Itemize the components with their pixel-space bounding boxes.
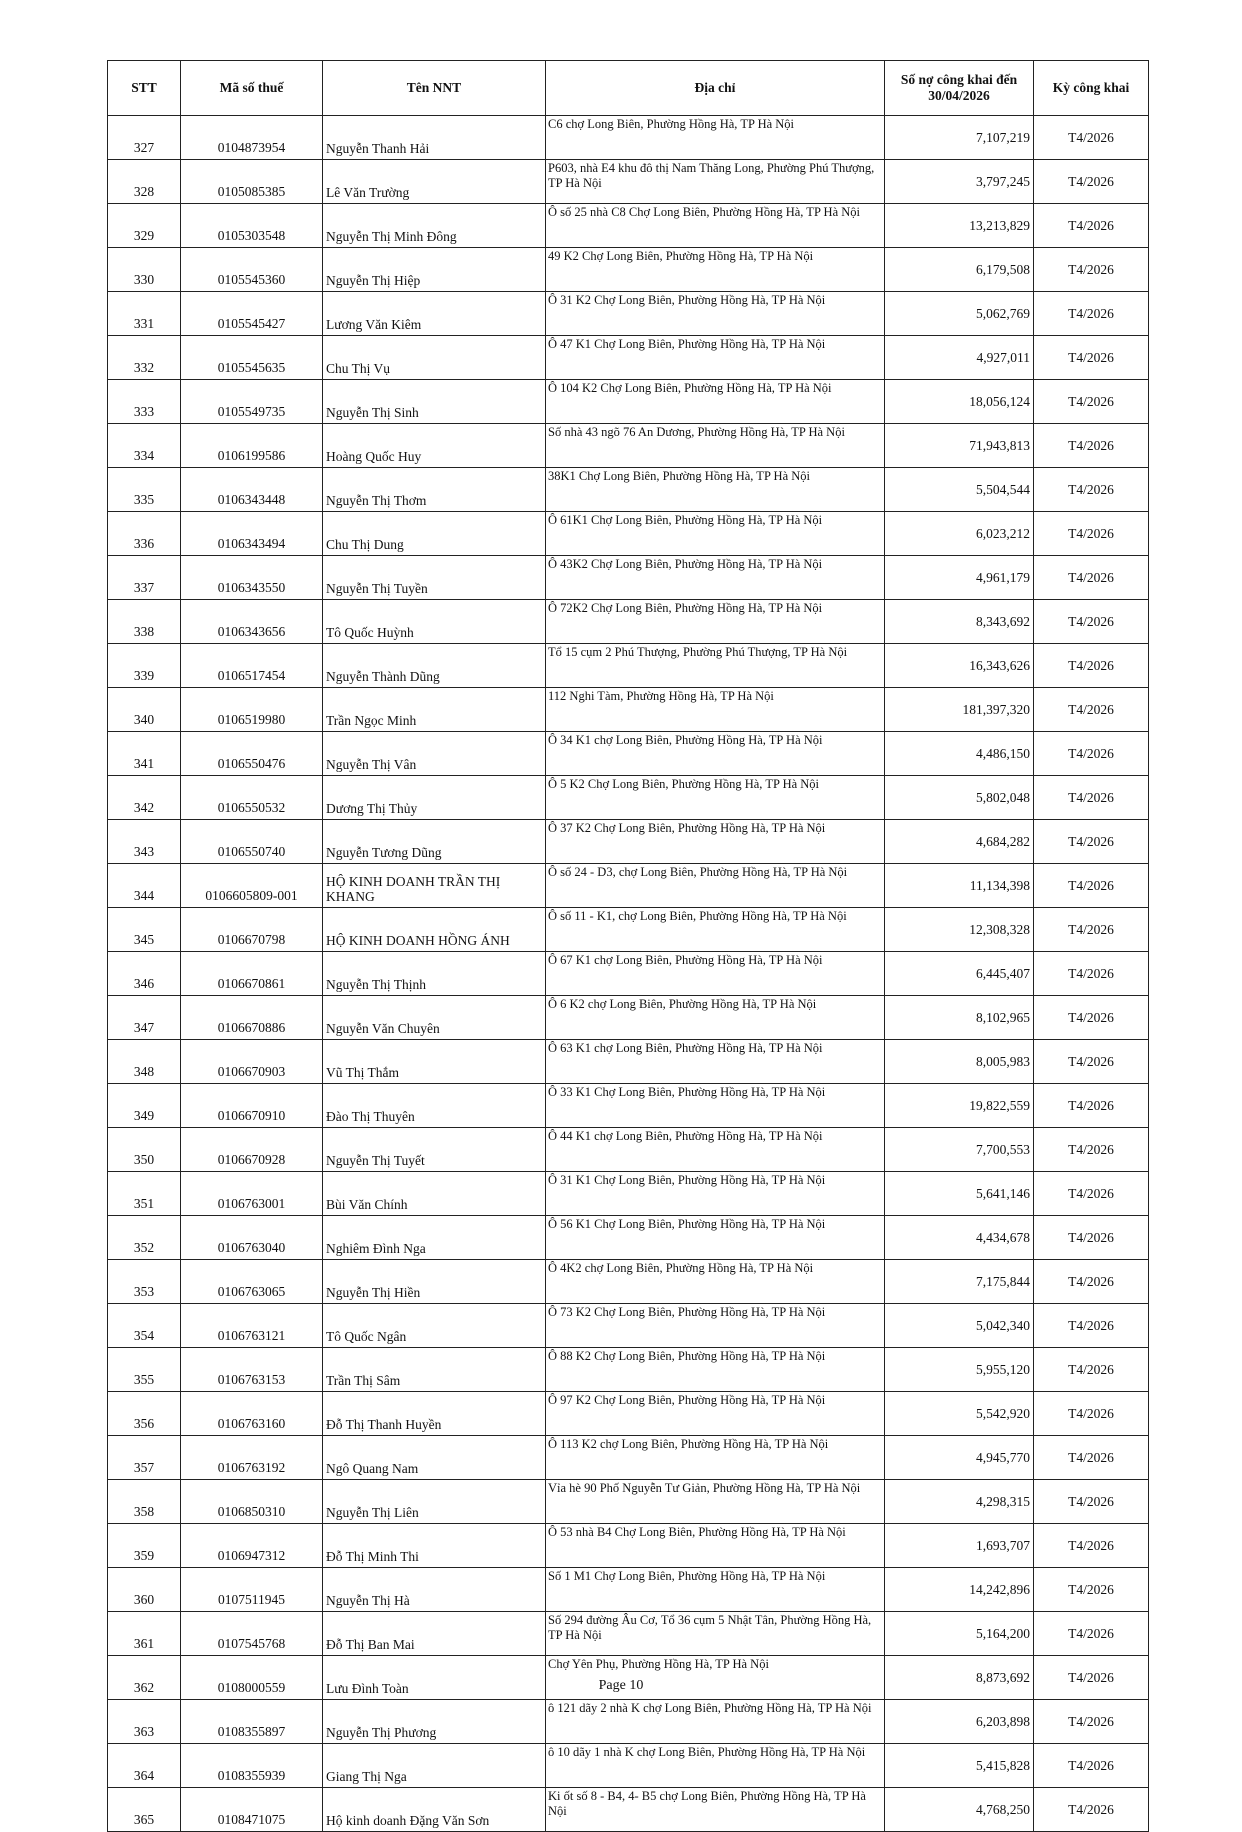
- cell-address: Ô 113 K2 chợ Long Biên, Phường Hồng Hà, TP Hà Nội: [546, 1436, 885, 1480]
- cell-name: Lưu Đình Toàn: [323, 1656, 546, 1700]
- table-row: [108, 1040, 1149, 1084]
- cell-period: T4/2026: [1034, 1744, 1149, 1788]
- cell-period: T4/2026: [1034, 1392, 1149, 1436]
- cell-name: Hộ kinh doanh Đặng Văn Sơn: [323, 1788, 546, 1832]
- cell-tax-id: 0107545768: [181, 1612, 323, 1656]
- cell-period: T4/2026: [1034, 864, 1149, 908]
- cell-tax-id: 0106343656: [181, 600, 323, 644]
- cell-stt: 343: [108, 820, 181, 864]
- cell-period: T4/2026: [1034, 248, 1149, 292]
- cell-stt: 355: [108, 1348, 181, 1392]
- cell-tax-id: 0106670903: [181, 1040, 323, 1084]
- cell-stt: 331: [108, 292, 181, 336]
- cell-address: ô 121 dãy 2 nhà K chợ Long Biên, Phường Hồng Hà, TP Hà Nội: [546, 1700, 885, 1744]
- cell-address: Ô 44 K1 chợ Long Biên, Phường Hồng Hà, TP Hà Nội: [546, 1128, 885, 1172]
- cell-amount: 8,343,692: [885, 600, 1034, 644]
- table-row: [108, 732, 1149, 776]
- cell-name: Nguyễn Thành Dũng: [323, 644, 546, 688]
- cell-amount: 5,802,048: [885, 776, 1034, 820]
- table-row: [108, 1524, 1149, 1568]
- cell-amount: 4,434,678: [885, 1216, 1034, 1260]
- table-row: [108, 1348, 1149, 1392]
- cell-amount: 5,542,920: [885, 1392, 1034, 1436]
- cell-period: T4/2026: [1034, 1480, 1149, 1524]
- table-row: [108, 1260, 1149, 1304]
- cell-name: Vũ Thị Thắm: [323, 1040, 546, 1084]
- cell-name: Nguyễn Thị Vân: [323, 732, 546, 776]
- cell-period: T4/2026: [1034, 512, 1149, 556]
- cell-name: Đỗ Thị Ban Mai: [323, 1612, 546, 1656]
- cell-tax-id: 0108000559: [181, 1656, 323, 1700]
- table-row: [108, 1084, 1149, 1128]
- header-stt: STT: [108, 61, 181, 116]
- cell-stt: 334: [108, 424, 181, 468]
- cell-name: Đào Thị Thuyên: [323, 1084, 546, 1128]
- table-row: [108, 1216, 1149, 1260]
- cell-address: Chợ Yên Phụ, Phường Hồng Hà, TP Hà Nội: [546, 1656, 885, 1700]
- cell-period: T4/2026: [1034, 1788, 1149, 1832]
- cell-name: HỘ KINH DOANH TRẦN THỊ KHANG: [323, 864, 546, 908]
- cell-name: Tô Quốc Ngân: [323, 1304, 546, 1348]
- cell-period: T4/2026: [1034, 1040, 1149, 1084]
- cell-name: Nguyễn Thị Hiệp: [323, 248, 546, 292]
- cell-stt: 360: [108, 1568, 181, 1612]
- cell-address: Tổ 15 cụm 2 Phú Thượng, Phường Phú Thượng, TP Hà Nội: [546, 644, 885, 688]
- cell-name: Nguyễn Thanh Hải: [323, 116, 546, 160]
- cell-tax-id: 0106550740: [181, 820, 323, 864]
- cell-period: T4/2026: [1034, 732, 1149, 776]
- cell-amount: 181,397,320: [885, 688, 1034, 732]
- table-row: [108, 864, 1149, 908]
- cell-stt: 344: [108, 864, 181, 908]
- cell-amount: 1,693,707: [885, 1524, 1034, 1568]
- cell-amount: 4,927,011: [885, 336, 1034, 380]
- table-row: [108, 248, 1149, 292]
- cell-stt: 348: [108, 1040, 181, 1084]
- table-row: [108, 1436, 1149, 1480]
- cell-amount: 5,164,200: [885, 1612, 1034, 1656]
- header-name: Tên NNT: [323, 61, 546, 116]
- cell-stt: 339: [108, 644, 181, 688]
- cell-amount: 8,102,965: [885, 996, 1034, 1040]
- cell-amount: 4,486,150: [885, 732, 1034, 776]
- cell-name: Nguyễn Văn Chuyên: [323, 996, 546, 1040]
- cell-amount: 5,641,146: [885, 1172, 1034, 1216]
- cell-stt: 358: [108, 1480, 181, 1524]
- cell-tax-id: 0105545360: [181, 248, 323, 292]
- cell-stt: 351: [108, 1172, 181, 1216]
- cell-amount: 71,943,813: [885, 424, 1034, 468]
- cell-name: Nguyễn Tương Dũng: [323, 820, 546, 864]
- cell-amount: 16,343,626: [885, 644, 1034, 688]
- cell-tax-id: 0106763065: [181, 1260, 323, 1304]
- cell-address: Số 1 M1 Chợ Long Biên, Phường Hồng Hà, TP Hà Nội: [546, 1568, 885, 1612]
- cell-name: Nguyễn Thị Hiền: [323, 1260, 546, 1304]
- cell-stt: 346: [108, 952, 181, 996]
- table-row: [108, 1700, 1149, 1744]
- cell-name: Nguyễn Thị Tuyền: [323, 556, 546, 600]
- cell-address: Ô 6 K2 chợ Long Biên, Phường Hồng Hà, TP Hà Nội: [546, 996, 885, 1040]
- table-row: [108, 160, 1149, 204]
- cell-tax-id: 0108355939: [181, 1744, 323, 1788]
- table-row: [108, 952, 1149, 996]
- cell-amount: 12,308,328: [885, 908, 1034, 952]
- table-row: [108, 820, 1149, 864]
- cell-name: Lương Văn Kiêm: [323, 292, 546, 336]
- cell-address: P603, nhà E4 khu đô thị Nam Thăng Long, Phường Phú Thượng, TP Hà Nội: [546, 160, 885, 204]
- cell-period: T4/2026: [1034, 556, 1149, 600]
- page-number: Page 10: [598, 1678, 644, 1693]
- cell-period: T4/2026: [1034, 1172, 1149, 1216]
- cell-period: T4/2026: [1034, 776, 1149, 820]
- cell-address: Ô 97 K2 Chợ Long Biên, Phường Hồng Hà, TP Hà Nội: [546, 1392, 885, 1436]
- cell-tax-id: 0106670798: [181, 908, 323, 952]
- cell-period: T4/2026: [1034, 996, 1149, 1040]
- cell-tax-id: 0104873954: [181, 116, 323, 160]
- cell-period: T4/2026: [1034, 336, 1149, 380]
- cell-name: Hoàng Quốc Huy: [323, 424, 546, 468]
- table-row: [108, 292, 1149, 336]
- cell-period: T4/2026: [1034, 1304, 1149, 1348]
- table-row: [108, 1612, 1149, 1656]
- debt-table-container: [107, 60, 1148, 1832]
- cell-name: Nguyễn Thị Sinh: [323, 380, 546, 424]
- table-row: [108, 1128, 1149, 1172]
- cell-tax-id: 0106763160: [181, 1392, 323, 1436]
- cell-tax-id: 0106763121: [181, 1304, 323, 1348]
- cell-stt: 330: [108, 248, 181, 292]
- table-row: [108, 1304, 1149, 1348]
- cell-amount: 4,298,315: [885, 1480, 1034, 1524]
- cell-amount: 5,415,828: [885, 1744, 1034, 1788]
- cell-tax-id: 0105545427: [181, 292, 323, 336]
- table-row: [108, 556, 1149, 600]
- cell-tax-id: 0106343448: [181, 468, 323, 512]
- cell-address: Ô 104 K2 Chợ Long Biên, Phường Hồng Hà, TP Hà Nội: [546, 380, 885, 424]
- cell-amount: 8,873,692: [885, 1656, 1034, 1700]
- cell-name: Nguyễn Thị Phương: [323, 1700, 546, 1744]
- cell-address: Vỉa hè 90 Phố Nguyễn Tư Giản, Phường Hồng Hà, TP Hà Nội: [546, 1480, 885, 1524]
- cell-amount: 18,056,124: [885, 380, 1034, 424]
- cell-tax-id: 0105545635: [181, 336, 323, 380]
- cell-address: Ô 56 K1 Chợ Long Biên, Phường Hồng Hà, TP Hà Nội: [546, 1216, 885, 1260]
- cell-amount: 14,242,896: [885, 1568, 1034, 1612]
- cell-tax-id: 0106550476: [181, 732, 323, 776]
- cell-tax-id: 0106343494: [181, 512, 323, 556]
- cell-address: Ô 73 K2 Chợ Long Biên, Phường Hồng Hà, TP Hà Nội: [546, 1304, 885, 1348]
- cell-name: Trần Thị Sâm: [323, 1348, 546, 1392]
- table-row: [108, 336, 1149, 380]
- header-period: Kỳ công khai: [1034, 61, 1149, 116]
- table-row: [108, 688, 1149, 732]
- cell-stt: 365: [108, 1788, 181, 1832]
- cell-address: Ô 88 K2 Chợ Long Biên, Phường Hồng Hà, TP Hà Nội: [546, 1348, 885, 1392]
- cell-amount: 7,175,844: [885, 1260, 1034, 1304]
- cell-period: T4/2026: [1034, 160, 1149, 204]
- table-row: [108, 600, 1149, 644]
- table-header-row: [108, 61, 1149, 116]
- cell-tax-id: 0106763001: [181, 1172, 323, 1216]
- cell-amount: 5,042,340: [885, 1304, 1034, 1348]
- cell-tax-id: 0105303548: [181, 204, 323, 248]
- table-row: [108, 1788, 1149, 1832]
- debt-table: [107, 60, 1149, 1832]
- cell-amount: 19,822,559: [885, 1084, 1034, 1128]
- cell-stt: 364: [108, 1744, 181, 1788]
- cell-amount: 6,023,212: [885, 512, 1034, 556]
- cell-stt: 350: [108, 1128, 181, 1172]
- cell-period: T4/2026: [1034, 424, 1149, 468]
- cell-stt: 333: [108, 380, 181, 424]
- cell-address: ô 10 dãy 1 nhà K chợ Long Biên, Phường Hồng Hà, TP Hà Nội: [546, 1744, 885, 1788]
- cell-stt: 359: [108, 1524, 181, 1568]
- cell-amount: 4,684,282: [885, 820, 1034, 864]
- cell-address: Ô 61K1 Chợ Long Biên, Phường Hồng Hà, TP Hà Nội: [546, 512, 885, 556]
- cell-name: Đỗ Thị Minh Thi: [323, 1524, 546, 1568]
- cell-name: Chu Thị Dung: [323, 512, 546, 556]
- cell-tax-id: 0106670928: [181, 1128, 323, 1172]
- table-row: [108, 996, 1149, 1040]
- cell-period: T4/2026: [1034, 1524, 1149, 1568]
- table-row: [108, 644, 1149, 688]
- cell-stt: 342: [108, 776, 181, 820]
- cell-stt: 338: [108, 600, 181, 644]
- cell-name: Tô Quốc Huỳnh: [323, 600, 546, 644]
- cell-address: C6 chợ Long Biên, Phường Hồng Hà, TP Hà Nội: [546, 116, 885, 160]
- cell-tax-id: 0108355897: [181, 1700, 323, 1744]
- cell-period: T4/2026: [1034, 1656, 1149, 1700]
- table-row: [108, 380, 1149, 424]
- cell-address: Ô 31 K2 Chợ Long Biên, Phường Hồng Hà, TP Hà Nội: [546, 292, 885, 336]
- cell-name: Giang Thị Nga: [323, 1744, 546, 1788]
- cell-address: 49 K2 Chợ Long Biên, Phường Hồng Hà, TP Hà Nội: [546, 248, 885, 292]
- cell-name: Ngô Quang Nam: [323, 1436, 546, 1480]
- cell-tax-id: 0106670861: [181, 952, 323, 996]
- cell-name: Chu Thị Vụ: [323, 336, 546, 380]
- cell-period: T4/2026: [1034, 468, 1149, 512]
- cell-period: T4/2026: [1034, 292, 1149, 336]
- cell-amount: 13,213,829: [885, 204, 1034, 248]
- cell-stt: 347: [108, 996, 181, 1040]
- cell-address: Ô 47 K1 Chợ Long Biên, Phường Hồng Hà, TP Hà Nội: [546, 336, 885, 380]
- cell-address: Ki ốt số 8 - B4, 4- B5 chợ Long Biên, Phường Hồng Hà, TP Hà Nội: [546, 1788, 885, 1832]
- cell-tax-id: 0106947312: [181, 1524, 323, 1568]
- cell-amount: 8,005,983: [885, 1040, 1034, 1084]
- cell-stt: 335: [108, 468, 181, 512]
- table-row: [108, 1172, 1149, 1216]
- cell-name: Đỗ Thị Thanh Huyền: [323, 1392, 546, 1436]
- cell-address: Ô 67 K1 chợ Long Biên, Phường Hồng Hà, TP Hà Nội: [546, 952, 885, 996]
- cell-stt: 361: [108, 1612, 181, 1656]
- cell-tax-id: 0108471075: [181, 1788, 323, 1832]
- cell-amount: 4,961,179: [885, 556, 1034, 600]
- cell-name: Lê Văn Trường: [323, 160, 546, 204]
- cell-amount: 4,945,770: [885, 1436, 1034, 1480]
- cell-stt: 362: [108, 1656, 181, 1700]
- cell-address: Ô số 25 nhà C8 Chợ Long Biên, Phường Hồng Hà, TP Hà Nội: [546, 204, 885, 248]
- cell-address: Ô 63 K1 chợ Long Biên, Phường Hồng Hà, TP Hà Nội: [546, 1040, 885, 1084]
- cell-stt: 353: [108, 1260, 181, 1304]
- cell-tax-id: 0106850310: [181, 1480, 323, 1524]
- table-row: [108, 908, 1149, 952]
- cell-stt: 329: [108, 204, 181, 248]
- cell-stt: 332: [108, 336, 181, 380]
- cell-tax-id: 0106343550: [181, 556, 323, 600]
- cell-amount: 11,134,398: [885, 864, 1034, 908]
- cell-stt: 341: [108, 732, 181, 776]
- cell-stt: 363: [108, 1700, 181, 1744]
- cell-stt: 356: [108, 1392, 181, 1436]
- cell-amount: 6,203,898: [885, 1700, 1034, 1744]
- cell-tax-id: 0106670910: [181, 1084, 323, 1128]
- cell-period: T4/2026: [1034, 952, 1149, 996]
- cell-tax-id: 0106763192: [181, 1436, 323, 1480]
- cell-tax-id: 0107511945: [181, 1568, 323, 1612]
- cell-tax-id: 0106199586: [181, 424, 323, 468]
- cell-amount: 5,955,120: [885, 1348, 1034, 1392]
- header-tax-id: Mã số thuế: [181, 61, 323, 116]
- cell-stt: 354: [108, 1304, 181, 1348]
- cell-address: 38K1 Chợ Long Biên, Phường Hồng Hà, TP Hà Nội: [546, 468, 885, 512]
- cell-name: Bùi Văn Chính: [323, 1172, 546, 1216]
- cell-name: Nguyễn Thị Tuyết: [323, 1128, 546, 1172]
- cell-name: Nguyễn Thị Hà: [323, 1568, 546, 1612]
- cell-address: Ô 34 K1 chợ Long Biên, Phường Hồng Hà, TP Hà Nội: [546, 732, 885, 776]
- table-row: [108, 512, 1149, 556]
- cell-period: T4/2026: [1034, 1084, 1149, 1128]
- cell-tax-id: 0106670886: [181, 996, 323, 1040]
- cell-address: Số 294 đường Âu Cơ, Tổ 36 cụm 5 Nhật Tân, Phường Hồng Hà, TP Hà Nội: [546, 1612, 885, 1656]
- cell-name: Trần Ngọc Minh: [323, 688, 546, 732]
- cell-period: T4/2026: [1034, 1260, 1149, 1304]
- cell-name: Nguyễn Thị Thịnh: [323, 952, 546, 996]
- cell-period: T4/2026: [1034, 600, 1149, 644]
- cell-stt: 357: [108, 1436, 181, 1480]
- cell-address: Ô 43K2 Chợ Long Biên, Phường Hồng Hà, TP Hà Nội: [546, 556, 885, 600]
- cell-stt: 349: [108, 1084, 181, 1128]
- cell-amount: 7,700,553: [885, 1128, 1034, 1172]
- cell-tax-id: 0105549735: [181, 380, 323, 424]
- header-address: Địa chỉ: [546, 61, 885, 116]
- cell-amount: 6,179,508: [885, 248, 1034, 292]
- cell-tax-id: 0106605809-001: [181, 864, 323, 908]
- cell-stt: 336: [108, 512, 181, 556]
- cell-amount: 5,062,769: [885, 292, 1034, 336]
- cell-tax-id: 0105085385: [181, 160, 323, 204]
- cell-period: T4/2026: [1034, 1436, 1149, 1480]
- table-row: [108, 468, 1149, 512]
- cell-period: T4/2026: [1034, 644, 1149, 688]
- cell-amount: 4,768,250: [885, 1788, 1034, 1832]
- table-row: [108, 1392, 1149, 1436]
- cell-stt: 327: [108, 116, 181, 160]
- cell-stt: 337: [108, 556, 181, 600]
- cell-period: T4/2026: [1034, 1216, 1149, 1260]
- cell-address: Số nhà 43 ngõ 76 An Dương, Phường Hồng Hà, TP Hà Nội: [546, 424, 885, 468]
- cell-amount: 6,445,407: [885, 952, 1034, 996]
- cell-period: T4/2026: [1034, 380, 1149, 424]
- table-body: [108, 116, 1149, 1832]
- cell-address: Ô 72K2 Chợ Long Biên, Phường Hồng Hà, TP Hà Nội: [546, 600, 885, 644]
- cell-address: Ô 53 nhà B4 Chợ Long Biên, Phường Hồng Hà, TP Hà Nội: [546, 1524, 885, 1568]
- table-row: [108, 116, 1149, 160]
- header-amount: Số nợ công khai đến 30/04/2026: [885, 61, 1034, 116]
- table-row: [108, 424, 1149, 468]
- table-row: [108, 204, 1149, 248]
- cell-period: T4/2026: [1034, 1348, 1149, 1392]
- cell-address: Ô 37 K2 Chợ Long Biên, Phường Hồng Hà, TP Hà Nội: [546, 820, 885, 864]
- cell-tax-id: 0106763040: [181, 1216, 323, 1260]
- cell-period: T4/2026: [1034, 688, 1149, 732]
- cell-period: T4/2026: [1034, 908, 1149, 952]
- cell-address: Ô 4K2 chợ Long Biên, Phường Hồng Hà, TP Hà Nội: [546, 1260, 885, 1304]
- cell-tax-id: 0106763153: [181, 1348, 323, 1392]
- cell-amount: 7,107,219: [885, 116, 1034, 160]
- cell-name: Nghiêm Đình Nga: [323, 1216, 546, 1260]
- cell-stt: 340: [108, 688, 181, 732]
- cell-name: Nguyễn Thị Minh Đông: [323, 204, 546, 248]
- cell-stt: 328: [108, 160, 181, 204]
- cell-address: 112 Nghi Tàm, Phường Hồng Hà, TP Hà Nội: [546, 688, 885, 732]
- cell-period: T4/2026: [1034, 116, 1149, 160]
- cell-name: HỘ KINH DOANH HỒNG ÁNH: [323, 908, 546, 952]
- cell-address: Ô 33 K1 Chợ Long Biên, Phường Hồng Hà, TP Hà Nội: [546, 1084, 885, 1128]
- table-row: [108, 1480, 1149, 1524]
- cell-stt: 352: [108, 1216, 181, 1260]
- cell-name: Nguyễn Thị Thơm: [323, 468, 546, 512]
- cell-tax-id: 0106517454: [181, 644, 323, 688]
- cell-address: Ô 31 K1 Chợ Long Biên, Phường Hồng Hà, TP Hà Nội: [546, 1172, 885, 1216]
- table-row: [108, 1744, 1149, 1788]
- cell-name: Nguyễn Thị Liên: [323, 1480, 546, 1524]
- cell-amount: 3,797,245: [885, 160, 1034, 204]
- cell-address: Ô số 11 - K1, chợ Long Biên, Phường Hồng Hà, TP Hà Nội: [546, 908, 885, 952]
- cell-name: Dương Thị Thủy: [323, 776, 546, 820]
- cell-period: T4/2026: [1034, 204, 1149, 248]
- cell-period: T4/2026: [1034, 820, 1149, 864]
- table-row: [108, 1568, 1149, 1612]
- table-row: [108, 776, 1149, 820]
- cell-amount: 5,504,544: [885, 468, 1034, 512]
- cell-address: Ô 5 K2 Chợ Long Biên, Phường Hồng Hà, TP Hà Nội: [546, 776, 885, 820]
- cell-tax-id: 0106519980: [181, 688, 323, 732]
- cell-period: T4/2026: [1034, 1612, 1149, 1656]
- cell-stt: 345: [108, 908, 181, 952]
- cell-period: T4/2026: [1034, 1700, 1149, 1744]
- cell-tax-id: 0106550532: [181, 776, 323, 820]
- cell-period: T4/2026: [1034, 1568, 1149, 1612]
- cell-period: T4/2026: [1034, 1128, 1149, 1172]
- cell-address: Ô số 24 - D3, chợ Long Biên, Phường Hồng Hà, TP Hà Nội: [546, 864, 885, 908]
